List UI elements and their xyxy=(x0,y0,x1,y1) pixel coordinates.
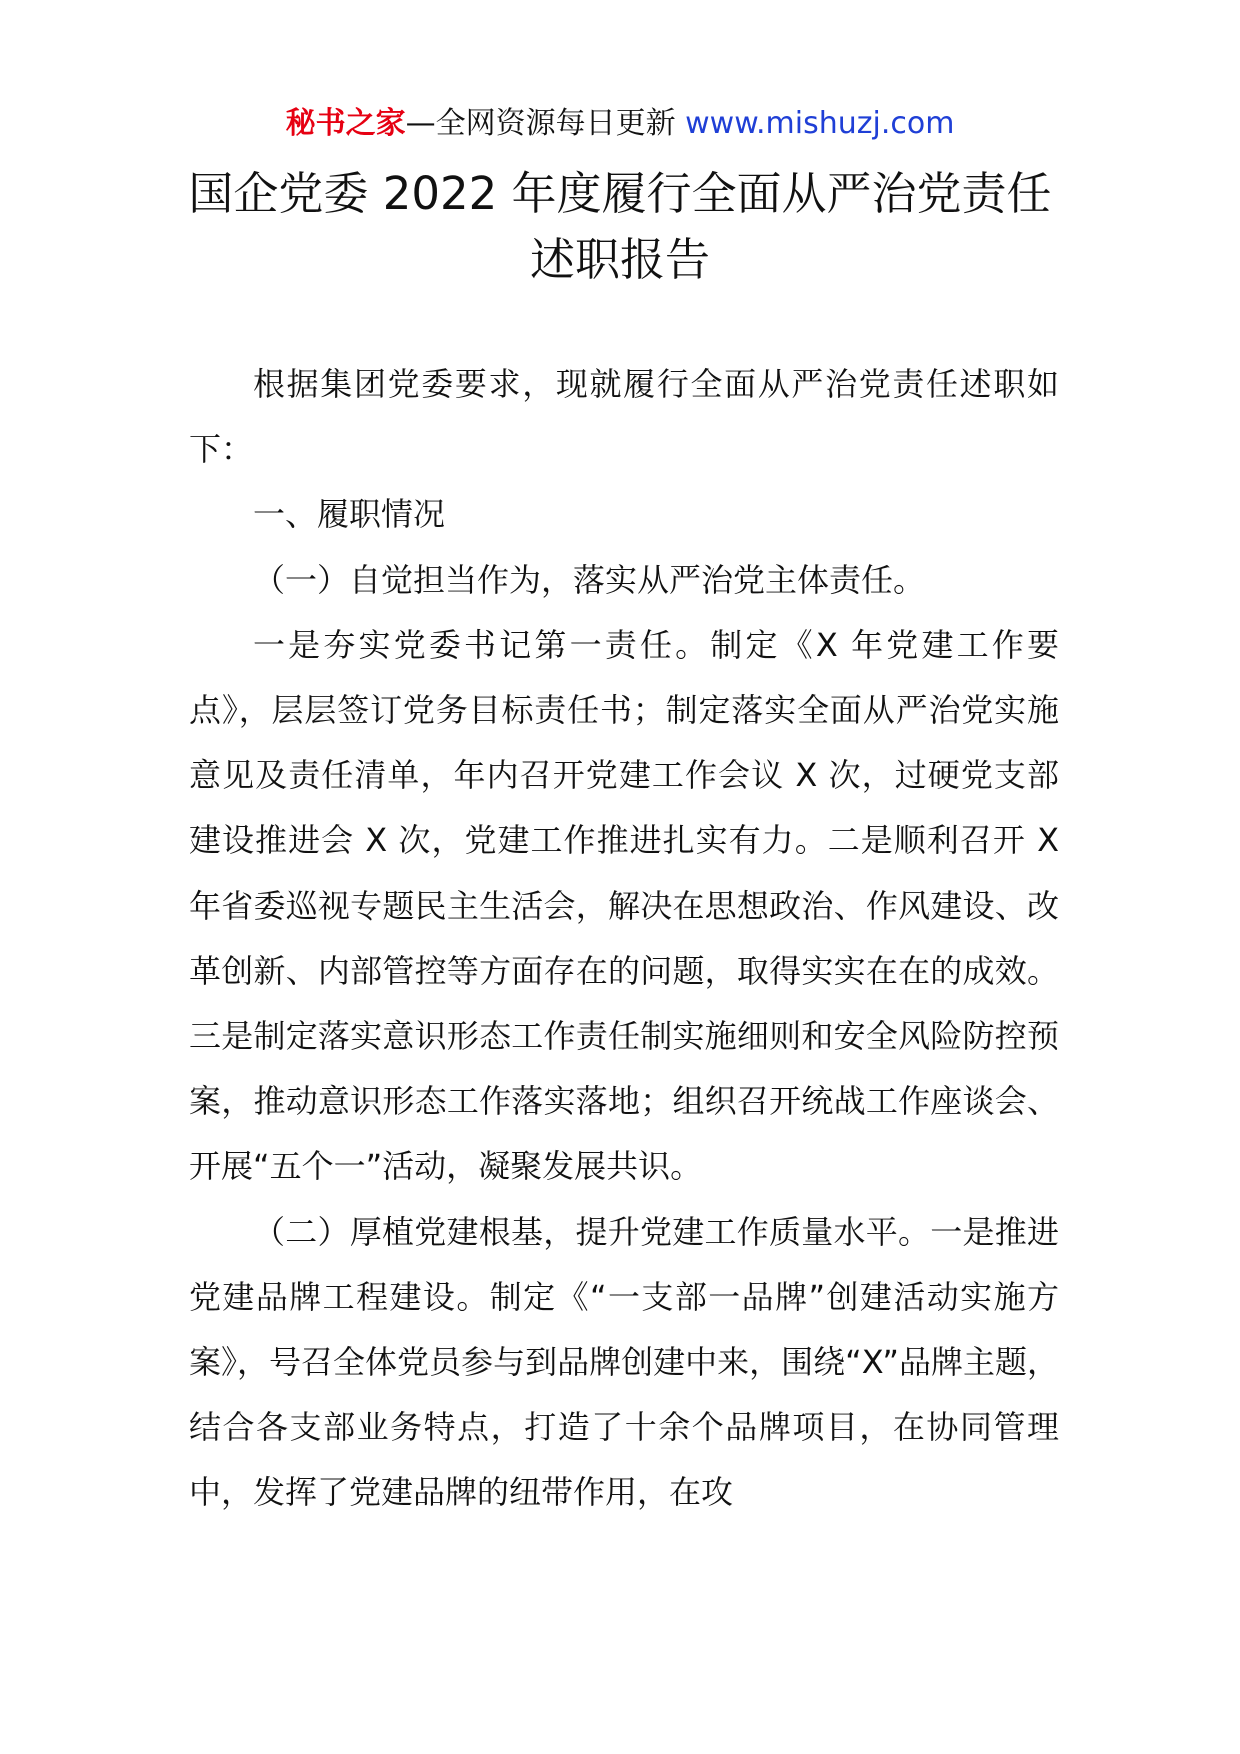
section-heading: 一、履职情况 xyxy=(253,495,446,534)
watermark-header xyxy=(0,102,1240,146)
website-link[interactable]: www.mishuzj.com xyxy=(685,106,955,141)
header-slogan: —全网资源每日更新 xyxy=(405,106,686,141)
document-body xyxy=(189,352,1059,1526)
body-paragraph: （二）厚植党建根基，提升党建工作质量水平。一是推进党建品牌工程建设。制定《“一支部一品牌”创建活动实施方案》，号召全体党员参与到品牌创建中来，围绕“X”品牌主题，结合各支部业务特点，打造了十余个品牌项目，在协同管理中，发挥了党建品牌的纽带作用，在攻 xyxy=(189,1212,1059,1512)
document-title-line-1: 国企党委 2022 年度履行全面从严治党责任 xyxy=(188,167,1052,220)
intro-paragraph: 根据集团党委要求，现就履行全面从严治党责任述职如下： xyxy=(189,365,1059,469)
subsection-heading: （一）自觉担当作为，落实从严治党主体责任。 xyxy=(253,560,926,599)
document-title-line-2: 述职报告 xyxy=(529,233,710,286)
brand-name: 秘书之家 xyxy=(285,106,406,141)
body-paragraph: 一是夯实党委书记第一责任。制定《X 年党建工作要点》，层层签订党务目标责任书；制定落实全面从严治党实施意见及责任清单，年内召开党建工作会议 X 次，过硬党支部建设推进会 X 次，党建工作推进扎实有力。二是顺利召开 X 年省委巡视专题民主生活会，解决在思想政治、作风建设、改革创新、内部管控等方面存在的问题，取得实实在在的成效。三是制定落实意识形态工作责任制实施细则和安全风险防控预案，推动意识形态工作落实落地；组织召开统战工作座谈会、开展“五个一”活动，凝聚发展共识。 xyxy=(189,625,1059,1186)
